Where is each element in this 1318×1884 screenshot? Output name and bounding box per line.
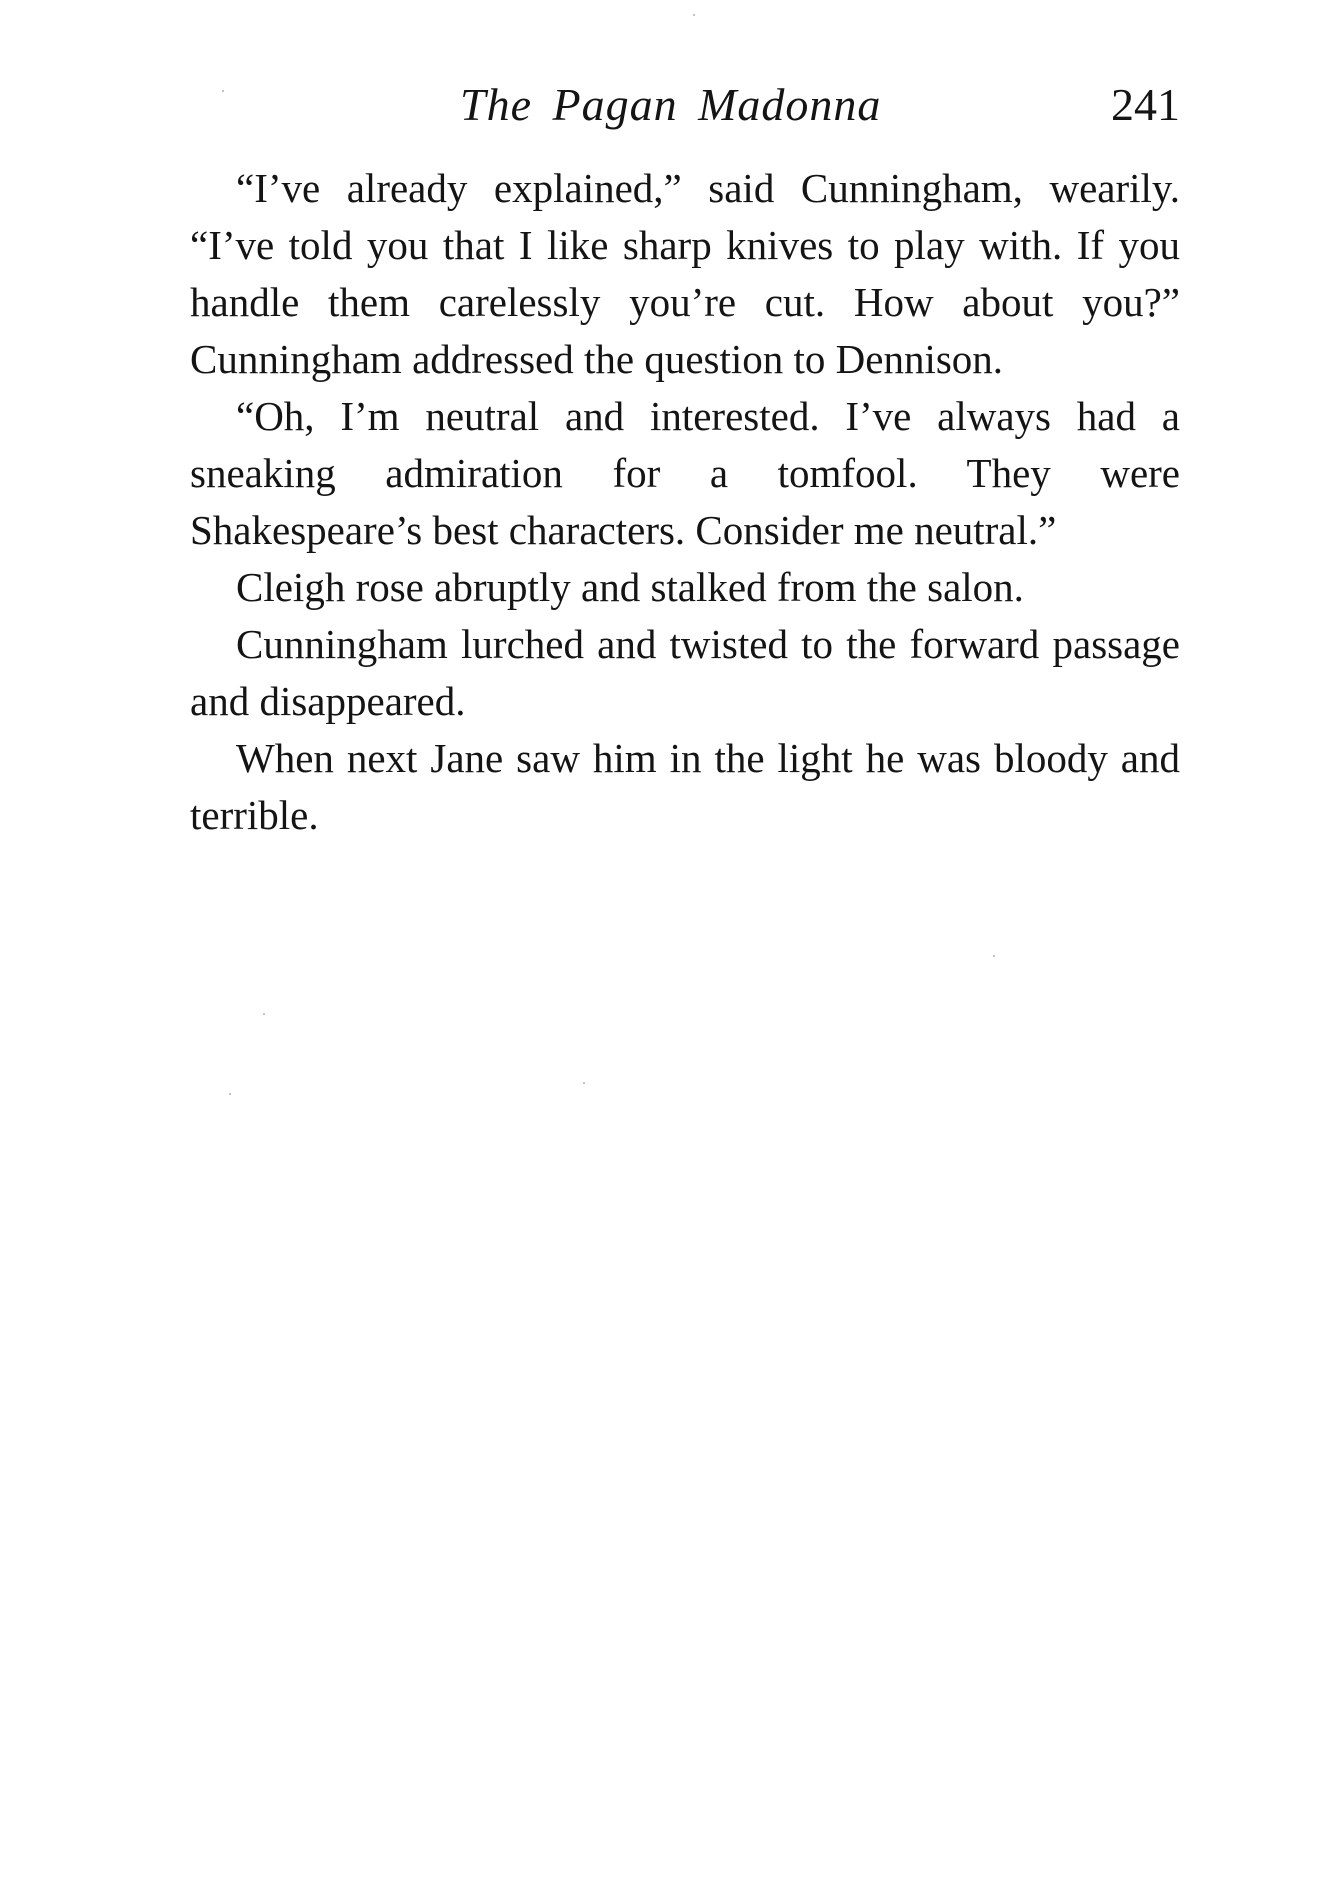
paragraph: “I’ve already explained,” said Cunningham, wearily. “I’ve told you that I like sharp knives to play with. If you handle them carelessly you’re cut. How about you?” Cunningham addressed the question to Dennison.	[190, 165, 1180, 382]
paragraph: Cunningham lurched and twisted to the forward passage and disappeared.	[190, 621, 1180, 724]
page-number: 241	[1111, 79, 1180, 130]
scan-speck	[229, 1093, 231, 1095]
running-head	[190, 78, 1180, 138]
body-text	[190, 160, 1180, 844]
paragraph: Cleigh rose abruptly and stalked from the salon.	[236, 564, 1024, 610]
paragraph: “Oh, I’m neutral and interested. I’ve always had a sneaking admiration for a tomfool. They were Shakespeare’s best characters. Consider me neutral.”	[190, 393, 1180, 553]
running-title: The Pagan Madonna	[460, 79, 882, 130]
scan-speck	[222, 90, 224, 92]
scan-speck	[583, 1082, 585, 1084]
scan-speck	[693, 14, 695, 16]
scan-speck	[993, 955, 995, 957]
scan-speck	[263, 1013, 265, 1015]
paragraph: When next Jane saw him in the light he was bloody and terrible.	[190, 735, 1180, 838]
